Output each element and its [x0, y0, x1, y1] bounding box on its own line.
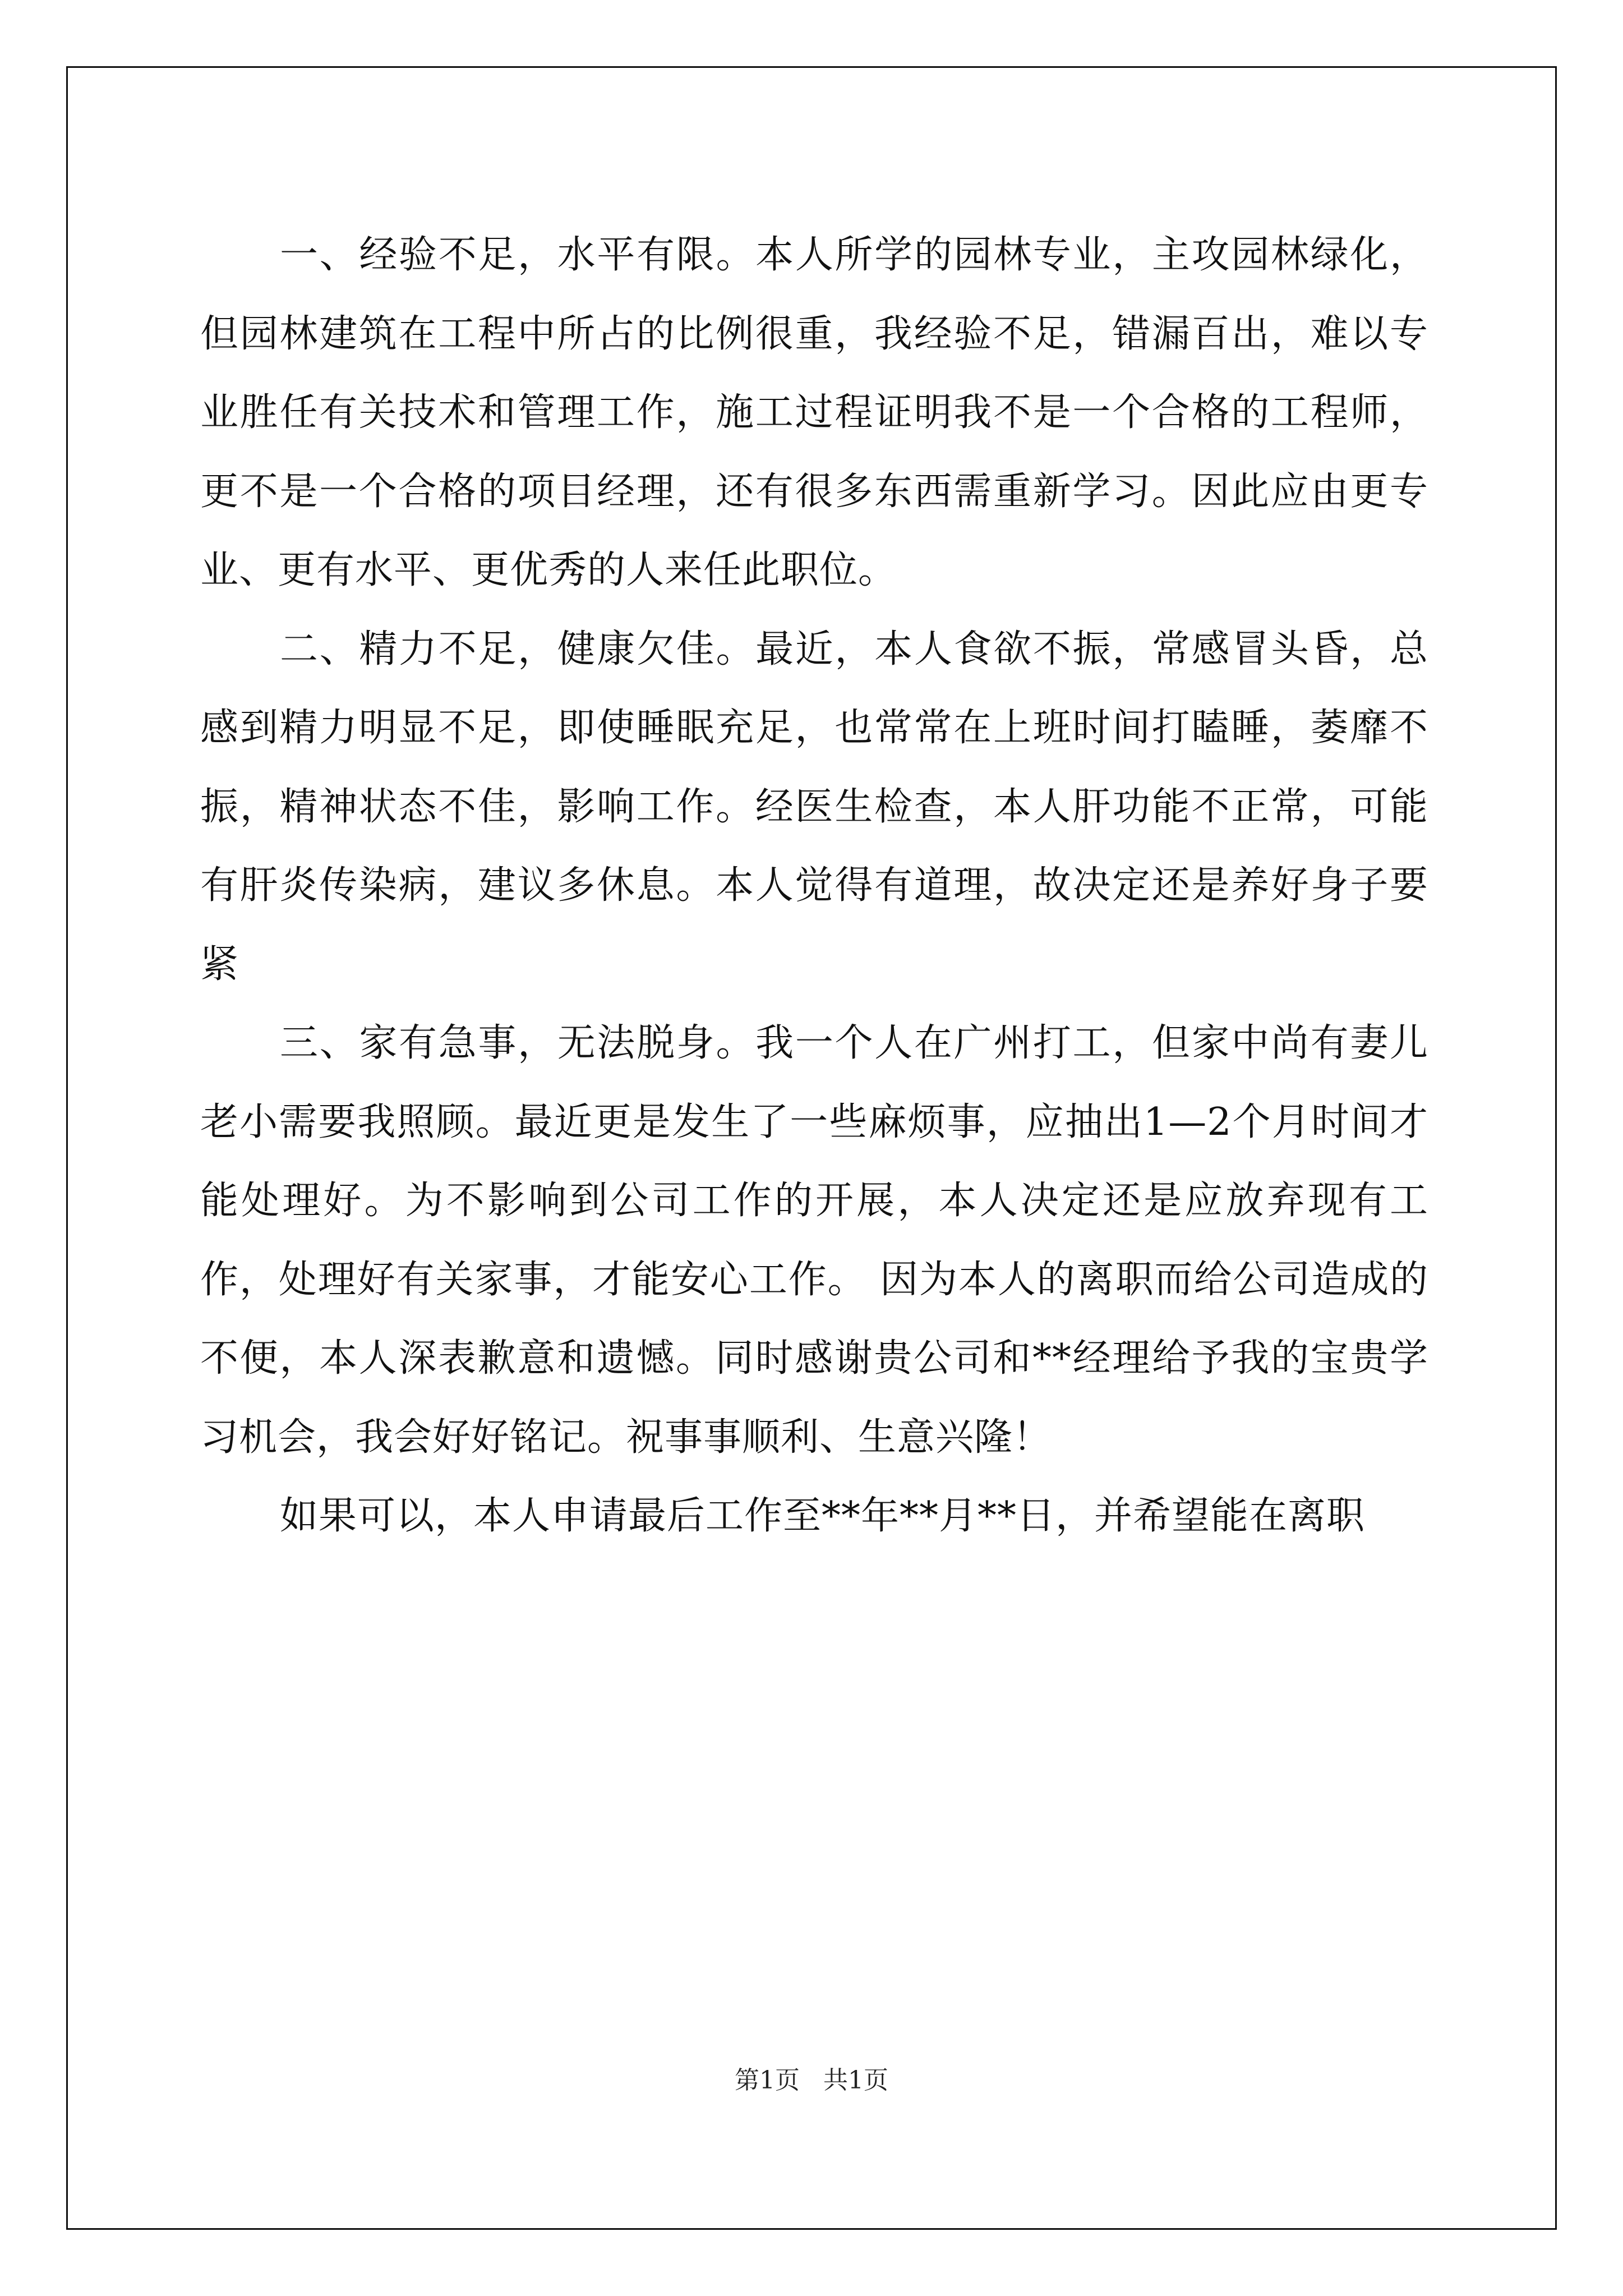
paragraph-4: 如果可以，本人申请最后工作至**年**月**日，并希望能在离职: [280, 1494, 1366, 1538]
paragraph-1: 一、经验不足，水平有限。本人所学的园林专业，主攻园林绿化，但园林建筑在工程中所占的比例很重，我经验不足，错漏百出，难以专业胜任有关技术和管理工作，施工过程证明我不是一个合格的工程师，更不是一个合格的项目经理，还有很多东西需重新学习。因此应由更专业、更有水平、更优秀的人来任此职位。: [200, 233, 1428, 592]
paragraph-2: 二、精力不足，健康欠佳。最近，本人食欲不振，常感冒头昏，总感到精力明显不足，即使睡眠充足，也常常在上班时间打瞌睡，萎靡不振，精神状态不佳，影响工作。经医生检查，本人肝功能不正常，可能有肝炎传染病，建议多休息。本人觉得有道理，故决定还是养好身子要紧: [200, 627, 1428, 987]
paragraph-3: 三、家有急事，无法脱身。我一个人在广州打工，但家中尚有妻儿老小需要我照顾。最近更是发生了一些麻烦事，应抽出1—2个月时间才能处理好。为不影响到公司工作的开展，本人决定还是应放弃现有工作，处理好有关家事，才能安心工作。 因为本人的离职而给公司造成的不便，本人深表歉意和遗憾。同时感谢贵公司和**经理给予我的宝贵学习机会，我会好好铭记。祝事事顺利、生意兴隆！: [200, 1021, 1428, 1460]
page-footer: 第1页 共1页: [735, 2066, 888, 2095]
document-body: [200, 216, 1428, 1556]
